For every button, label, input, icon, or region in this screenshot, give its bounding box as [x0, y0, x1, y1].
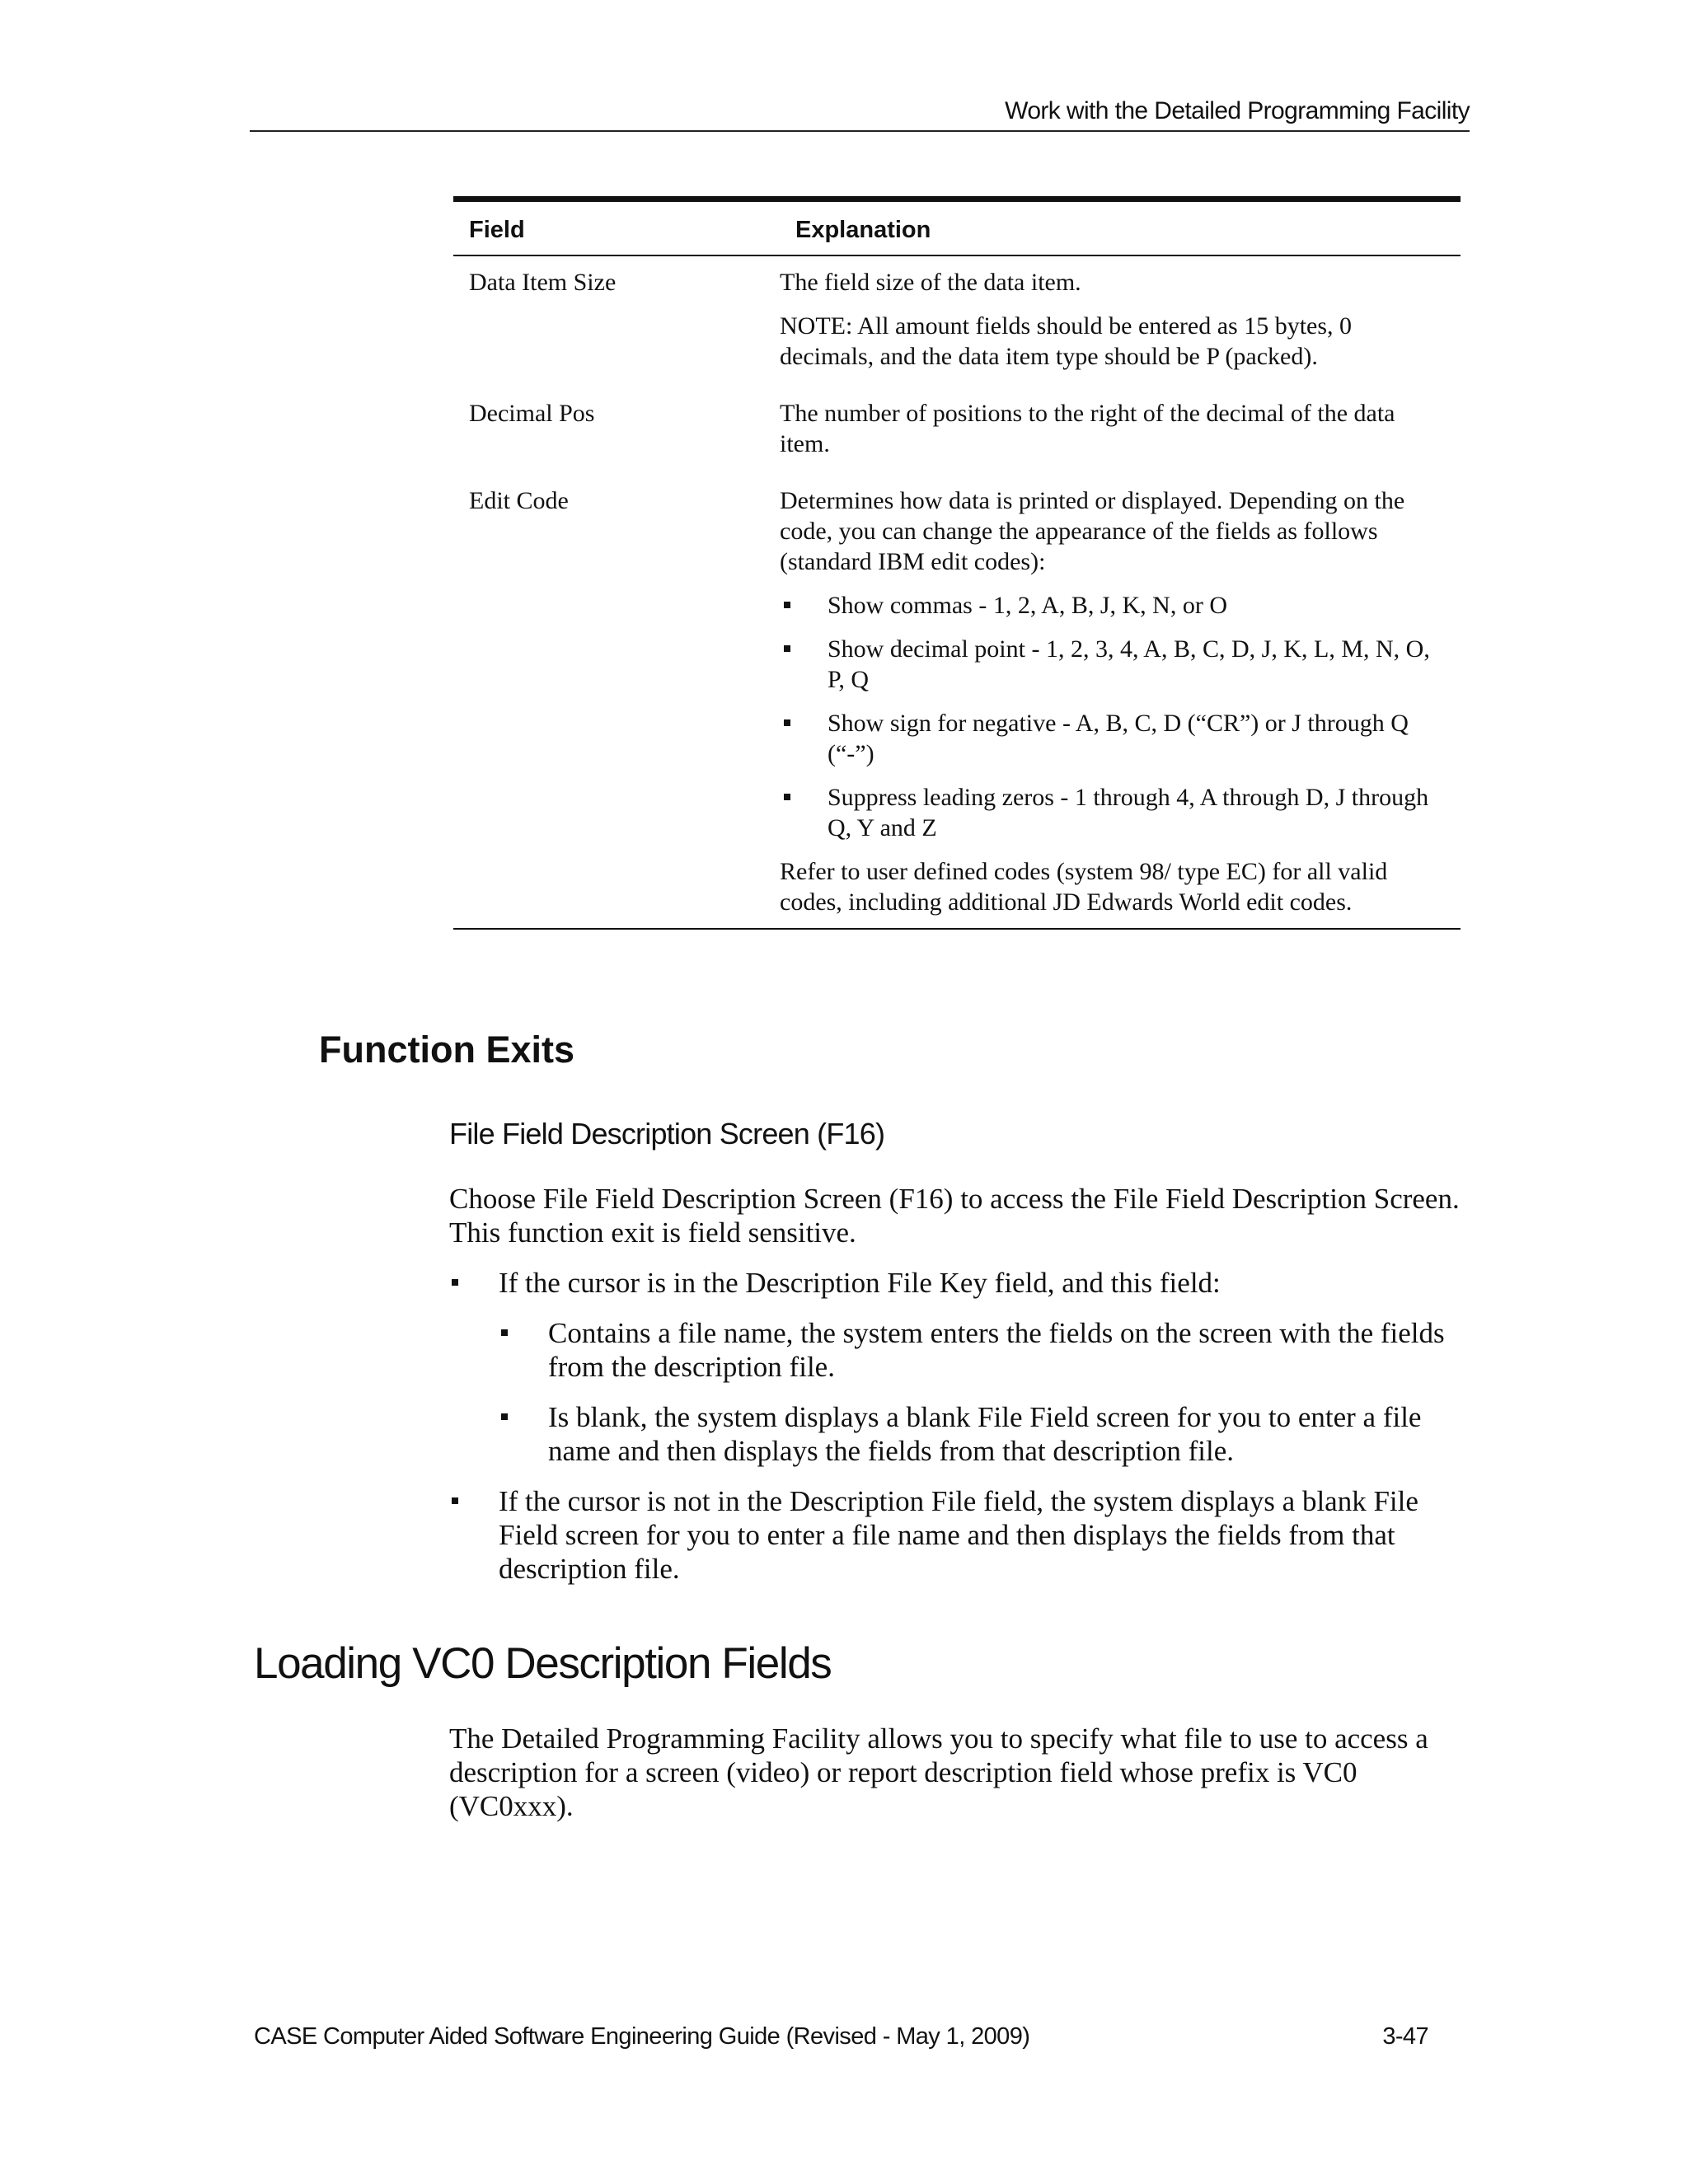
bullet-list — [449, 1266, 1471, 1586]
explanation-paragraph: Refer to user defined codes (system 98/ type EC) for all valid codes, including additional JD Edwards World edit codes. — [780, 858, 1388, 916]
explanation-paragraph: The number of positions to the right of the decimal of the data item. — [780, 400, 1395, 457]
body-paragraph: Choose File Field Description Screen (F16) to access the File Field Description Screen. This function exit is field sensitive. — [449, 1183, 1460, 1249]
running-header-title: Work with the Detailed Programming Facility — [1005, 97, 1470, 124]
subheading-file-field-description: File Field Description Screen (F16) — [449, 1117, 885, 1151]
list-item-text: If the cursor is in the Description File Key field, and this field: — [499, 1267, 1221, 1299]
footer-title: CASE Computer Aided Software Engineering Guide (Revised - May 1, 2009) — [254, 2023, 1030, 2050]
note-paragraph: NOTE: All amount fields should be entered as 15 bytes, 0 decimals, and the data item type should be P (packed). — [780, 312, 1353, 370]
list-item: Is blank, the system displays a blank File Field screen for you to enter a file name and then displays the fields from that description file. — [499, 1400, 1471, 1468]
list-item: Suppress leading zeros - 1 through 4, A through D, J through Q, Y and Z — [780, 782, 1431, 843]
explanation-paragraph: The field size of the data item. — [780, 269, 1081, 296]
section-heading-function-exits: Function Exits — [319, 1029, 575, 1071]
table-row-edit-code — [453, 485, 1461, 917]
function-exits-body — [449, 1182, 1471, 1586]
table-header-row — [453, 202, 1461, 256]
page-number: 3-47 — [1382, 2023, 1428, 2050]
field-name: Decimal Pos — [469, 400, 595, 427]
list-item: Contains a file name, the system enters the fields on the screen with the fields from the description file. — [499, 1316, 1471, 1384]
table-row-data-item-size — [453, 267, 1461, 372]
running-header — [250, 97, 1470, 132]
list-item: Show sign for negative - A, B, C, D (“CR”) or J through Q (“-”) — [780, 708, 1431, 769]
list-item: If the cursor is not in the Description File field, the system displays a blank File Field screen for you to enter a file name and then displays the fields from that description file. — [449, 1484, 1471, 1586]
section-heading-loading-vc0: Loading VC0 Description Fields — [254, 1639, 832, 1688]
list-item: Show commas - 1, 2, A, B, J, K, N, or O — [780, 590, 1431, 621]
field-explanation-table — [453, 196, 1461, 930]
column-header-field: Field — [469, 217, 525, 243]
field-explanation — [780, 485, 1431, 917]
table-row-decimal-pos — [453, 398, 1461, 459]
explanation-paragraph: Determines how data is printed or displayed. Depending on the code, you can change the appearance of the fields as follows (standard IBM edit codes): — [780, 487, 1405, 575]
field-explanation — [780, 267, 1431, 372]
list-item — [449, 1266, 1471, 1468]
edit-code-list — [780, 590, 1431, 843]
nested-bullet-list — [499, 1316, 1471, 1468]
column-header-explanation: Explanation — [795, 217, 931, 243]
list-item: Show decimal point - 1, 2, 3, 4, A, B, C, D, J, K, L, M, N, O, P, Q — [780, 634, 1431, 695]
body-paragraph: The Detailed Programming Facility allows you to specify what file to use to access a description for a screen (video) or report description field whose prefix is VC0 (VC0xxx). — [449, 1722, 1428, 1822]
field-explanation — [780, 398, 1431, 459]
field-name: Data Item Size — [469, 269, 617, 296]
field-name: Edit Code — [469, 487, 569, 514]
